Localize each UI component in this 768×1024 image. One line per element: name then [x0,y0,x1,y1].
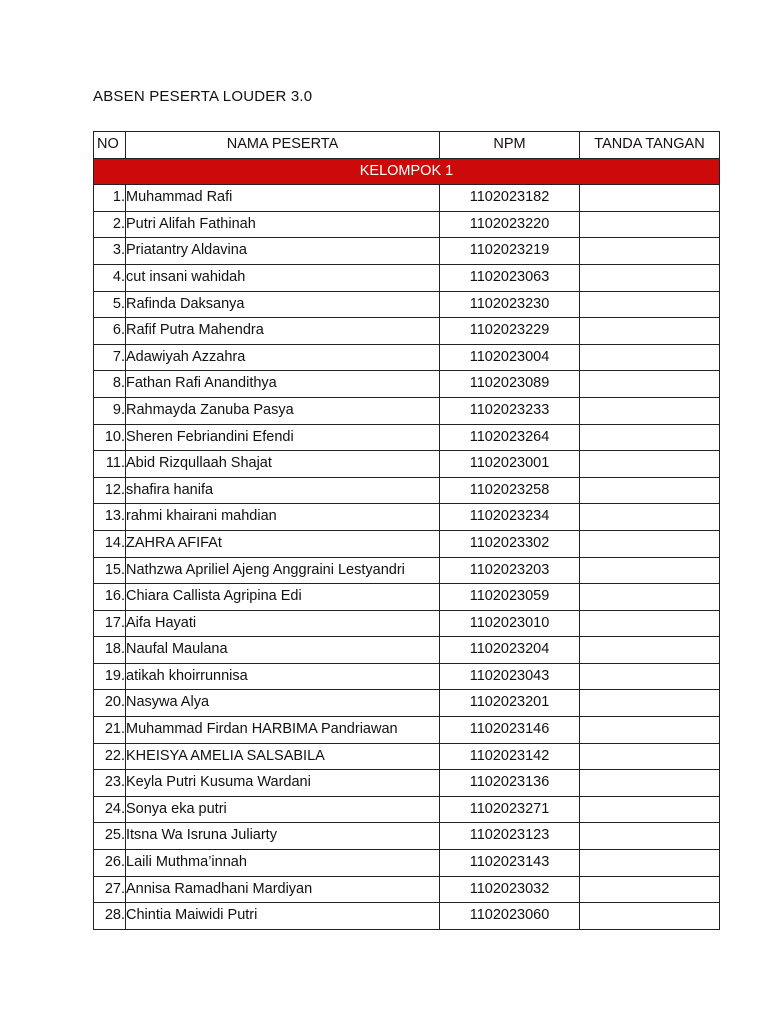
row-number: 12. [94,477,126,504]
participant-npm: 1102023060 [440,903,580,930]
signature-cell[interactable] [580,903,720,930]
table-row [94,637,720,664]
row-number: 8. [94,371,126,398]
row-number: 26. [94,850,126,877]
document-title: ABSEN PESERTA LOUDER 3.0 [93,88,313,105]
participant-npm: 1102023234 [440,504,580,531]
table-row [94,770,720,797]
header-signature: TANDA TANGAN [580,132,720,159]
row-number: 28. [94,903,126,930]
row-number: 11. [94,451,126,478]
participant-name: Rafinda Daksanya [126,291,440,318]
signature-cell[interactable] [580,504,720,531]
row-number: 1. [94,185,126,212]
row-number: 18. [94,637,126,664]
table-header [94,132,720,159]
signature-cell[interactable] [580,796,720,823]
participant-name: Naufal Maulana [126,637,440,664]
row-number: 23. [94,770,126,797]
table-row [94,291,720,318]
signature-cell[interactable] [580,264,720,291]
row-number: 22. [94,743,126,770]
row-number: 10. [94,424,126,451]
table-row [94,610,720,637]
participant-name: Muhammad Firdan HARBIMA Pandriawan [126,717,440,744]
participant-name: Aifa Hayati [126,610,440,637]
signature-cell[interactable] [580,823,720,850]
row-number: 25. [94,823,126,850]
signature-cell[interactable] [580,477,720,504]
participant-npm: 1102023043 [440,663,580,690]
participant-npm: 1102023203 [440,557,580,584]
participant-npm: 1102023302 [440,530,580,557]
row-number: 5. [94,291,126,318]
table-row [94,717,720,744]
row-number: 17. [94,610,126,637]
participant-name: Laili Muthma’innah [126,850,440,877]
row-number: 16. [94,584,126,611]
participant-name: Sheren Febriandini Efendi [126,424,440,451]
table-row [94,504,720,531]
row-number: 24. [94,796,126,823]
table-row [94,557,720,584]
table-row [94,371,720,398]
participant-name: Rafif Putra Mahendra [126,318,440,345]
participant-name: KHEISYA AMELIA SALSABILA [126,743,440,770]
signature-cell[interactable] [580,770,720,797]
participant-npm: 1102023089 [440,371,580,398]
participant-npm: 1102023258 [440,477,580,504]
table-row [94,397,720,424]
table-row [94,185,720,212]
signature-cell[interactable] [580,397,720,424]
table-row [94,264,720,291]
participant-name: cut insani wahidah [126,264,440,291]
signature-cell[interactable] [580,690,720,717]
participant-npm: 1102023220 [440,211,580,238]
signature-cell[interactable] [580,530,720,557]
participant-name: Fathan Rafi Anandithya [126,371,440,398]
table-row [94,876,720,903]
table-row [94,344,720,371]
table-row [94,477,720,504]
table-body [94,158,720,929]
row-number: 3. [94,238,126,265]
participant-name: Putri Alifah Fathinah [126,211,440,238]
table-row [94,584,720,611]
table-row [94,530,720,557]
header-row [94,132,720,159]
participant-npm: 1102023201 [440,690,580,717]
signature-cell[interactable] [580,663,720,690]
participant-npm: 1102023146 [440,717,580,744]
signature-cell[interactable] [580,424,720,451]
row-number: 19. [94,663,126,690]
participant-npm: 1102023123 [440,823,580,850]
signature-cell[interactable] [580,344,720,371]
participant-name: Nathzwa Apriliel Ajeng Anggraini Lestyandri [126,557,440,584]
participant-name: Adawiyah Azzahra [126,344,440,371]
participant-npm: 1102023182 [440,185,580,212]
header-npm: NPM [440,132,580,159]
signature-cell[interactable] [580,185,720,212]
participant-npm: 1102023136 [440,770,580,797]
row-number: 20. [94,690,126,717]
table-row [94,823,720,850]
signature-cell[interactable] [580,451,720,478]
participant-npm: 1102023233 [440,397,580,424]
row-number: 7. [94,344,126,371]
signature-cell[interactable] [580,584,720,611]
row-number: 27. [94,876,126,903]
participant-name: Annisa Ramadhani Mardiyan [126,876,440,903]
header-name: NAMA PESERTA [126,132,440,159]
signature-cell[interactable] [580,850,720,877]
row-number: 21. [94,717,126,744]
signature-cell[interactable] [580,637,720,664]
table-row [94,238,720,265]
table-row [94,451,720,478]
participant-npm: 1102023230 [440,291,580,318]
participant-name: Itsna Wa Isruna Juliarty [126,823,440,850]
row-number: 14. [94,530,126,557]
participant-npm: 1102023143 [440,850,580,877]
participant-name: Chintia Maiwidi Putri [126,903,440,930]
participant-npm: 1102023063 [440,264,580,291]
row-number: 4. [94,264,126,291]
participant-npm: 1102023271 [440,796,580,823]
group-label: KELOMPOK 1 [94,158,720,185]
table-row [94,663,720,690]
table-row [94,743,720,770]
participant-name: ZAHRA AFIFAt [126,530,440,557]
signature-cell[interactable] [580,876,720,903]
participant-npm: 1102023004 [440,344,580,371]
table-row [94,211,720,238]
participant-name: Chiara Callista Agripina Edi [126,584,440,611]
participant-npm: 1102023010 [440,610,580,637]
table-row [94,903,720,930]
participant-name: Abid Rizqullaah Shajat [126,451,440,478]
participant-name: shafira hanifa [126,477,440,504]
participant-name: Sonya eka putri [126,796,440,823]
table-row [94,424,720,451]
attendance-table [93,131,720,930]
row-number: 6. [94,318,126,345]
table-row [94,850,720,877]
participant-name: Keyla Putri Kusuma Wardani [126,770,440,797]
group-row [94,158,720,185]
participant-name: Nasywa Alya [126,690,440,717]
signature-cell[interactable] [580,238,720,265]
table-row [94,796,720,823]
row-number: 13. [94,504,126,531]
participant-npm: 1102023204 [440,637,580,664]
participant-name: rahmi khairani mahdian [126,504,440,531]
signature-cell[interactable] [580,717,720,744]
participant-npm: 1102023001 [440,451,580,478]
row-number: 9. [94,397,126,424]
signature-cell[interactable] [580,211,720,238]
participant-name: Priatantry Aldavina [126,238,440,265]
participant-npm: 1102023142 [440,743,580,770]
signature-cell[interactable] [580,610,720,637]
participant-npm: 1102023059 [440,584,580,611]
signature-cell[interactable] [580,557,720,584]
participant-npm: 1102023032 [440,876,580,903]
participant-npm: 1102023219 [440,238,580,265]
signature-cell[interactable] [580,743,720,770]
table-row [94,318,720,345]
participant-name: atikah khoirrunnisa [126,663,440,690]
row-number: 2. [94,211,126,238]
table-row [94,690,720,717]
signature-cell[interactable] [580,318,720,345]
signature-cell[interactable] [580,371,720,398]
participant-name: Muhammad Rafi [126,185,440,212]
signature-cell[interactable] [580,291,720,318]
header-no: NO [94,132,126,159]
row-number: 15. [94,557,126,584]
participant-npm: 1102023229 [440,318,580,345]
participant-npm: 1102023264 [440,424,580,451]
participant-name: Rahmayda Zanuba Pasya [126,397,440,424]
